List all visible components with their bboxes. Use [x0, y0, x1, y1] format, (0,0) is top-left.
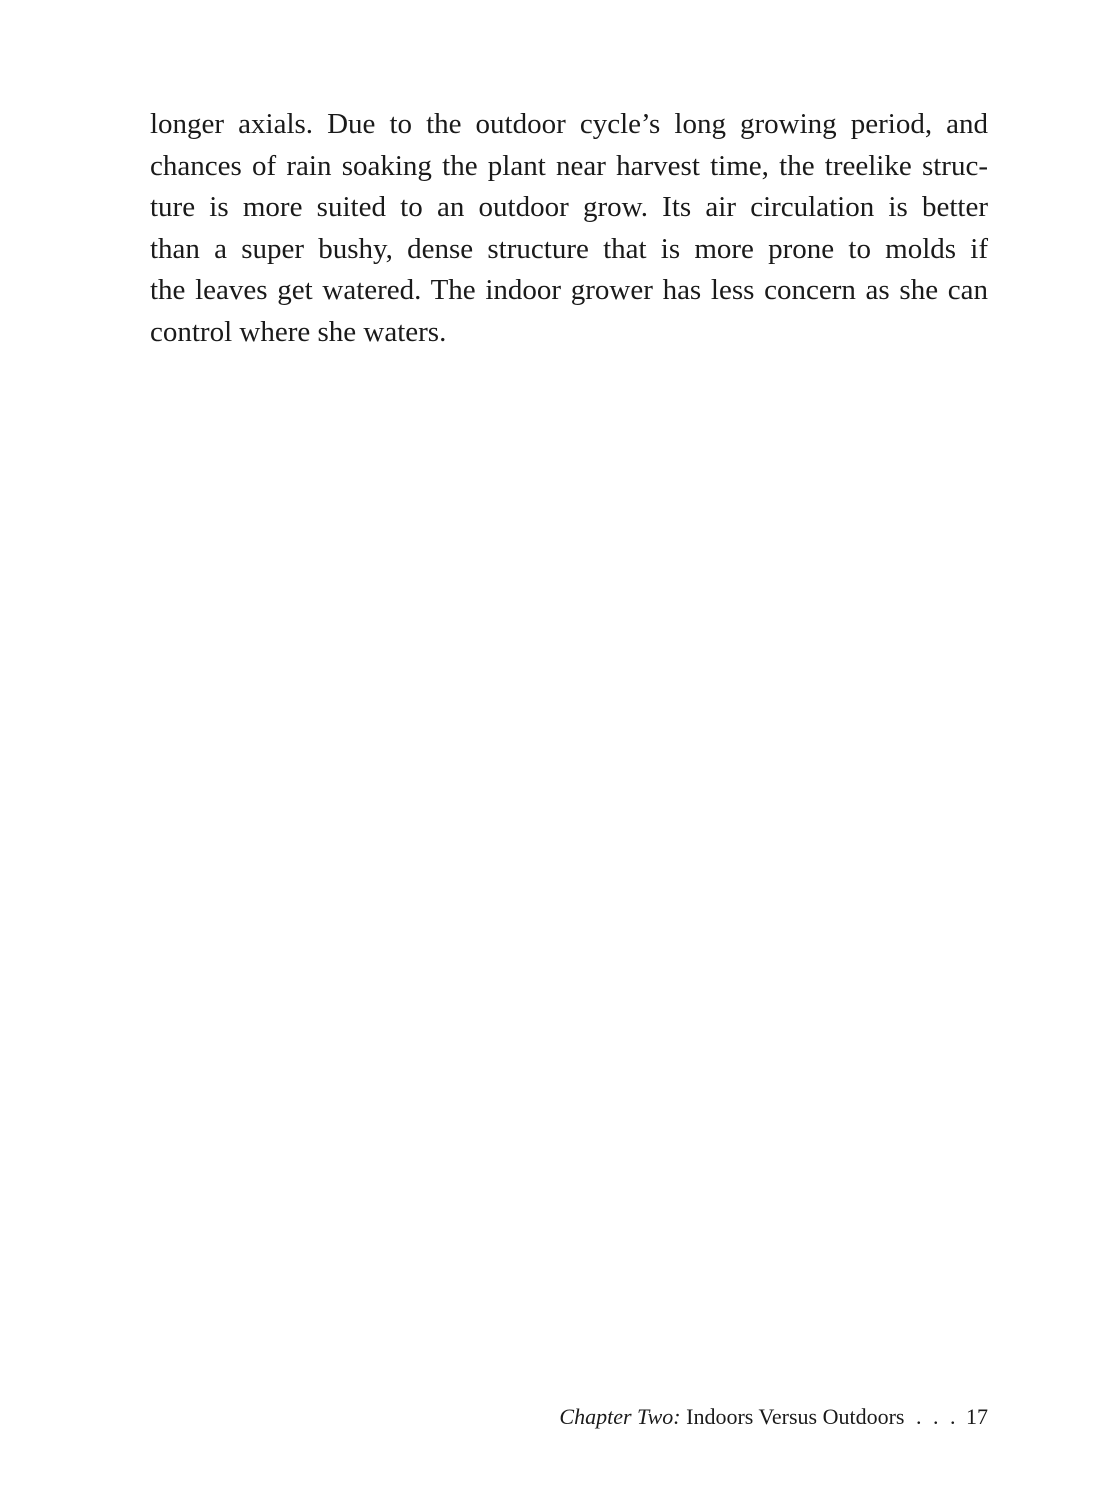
footer-dots: . . . — [916, 1404, 959, 1429]
paragraph-line: longer axials. Due to the outdoor cycle’s long growing period, and — [150, 108, 988, 140]
paragraph-line: ture is more suited to an outdoor grow. Its air circulation is better — [150, 191, 988, 223]
paragraph-line: control where she waters. — [150, 315, 447, 348]
paragraph-line: the leaves get watered. The indoor grower has less concern as she can — [150, 274, 988, 306]
running-footer — [559, 1402, 988, 1432]
chapter-label: Chapter Two: — [559, 1404, 681, 1429]
chapter-title: Indoors Versus Outdoors — [686, 1404, 905, 1429]
page-number: 17 — [966, 1404, 988, 1429]
paragraph-line: chances of rain soaking the plant near harvest time, the treelike struc- — [150, 149, 988, 182]
paragraph-line: than a super bushy, dense structure that is more prone to molds if — [150, 232, 988, 265]
body-paragraph — [150, 104, 988, 353]
